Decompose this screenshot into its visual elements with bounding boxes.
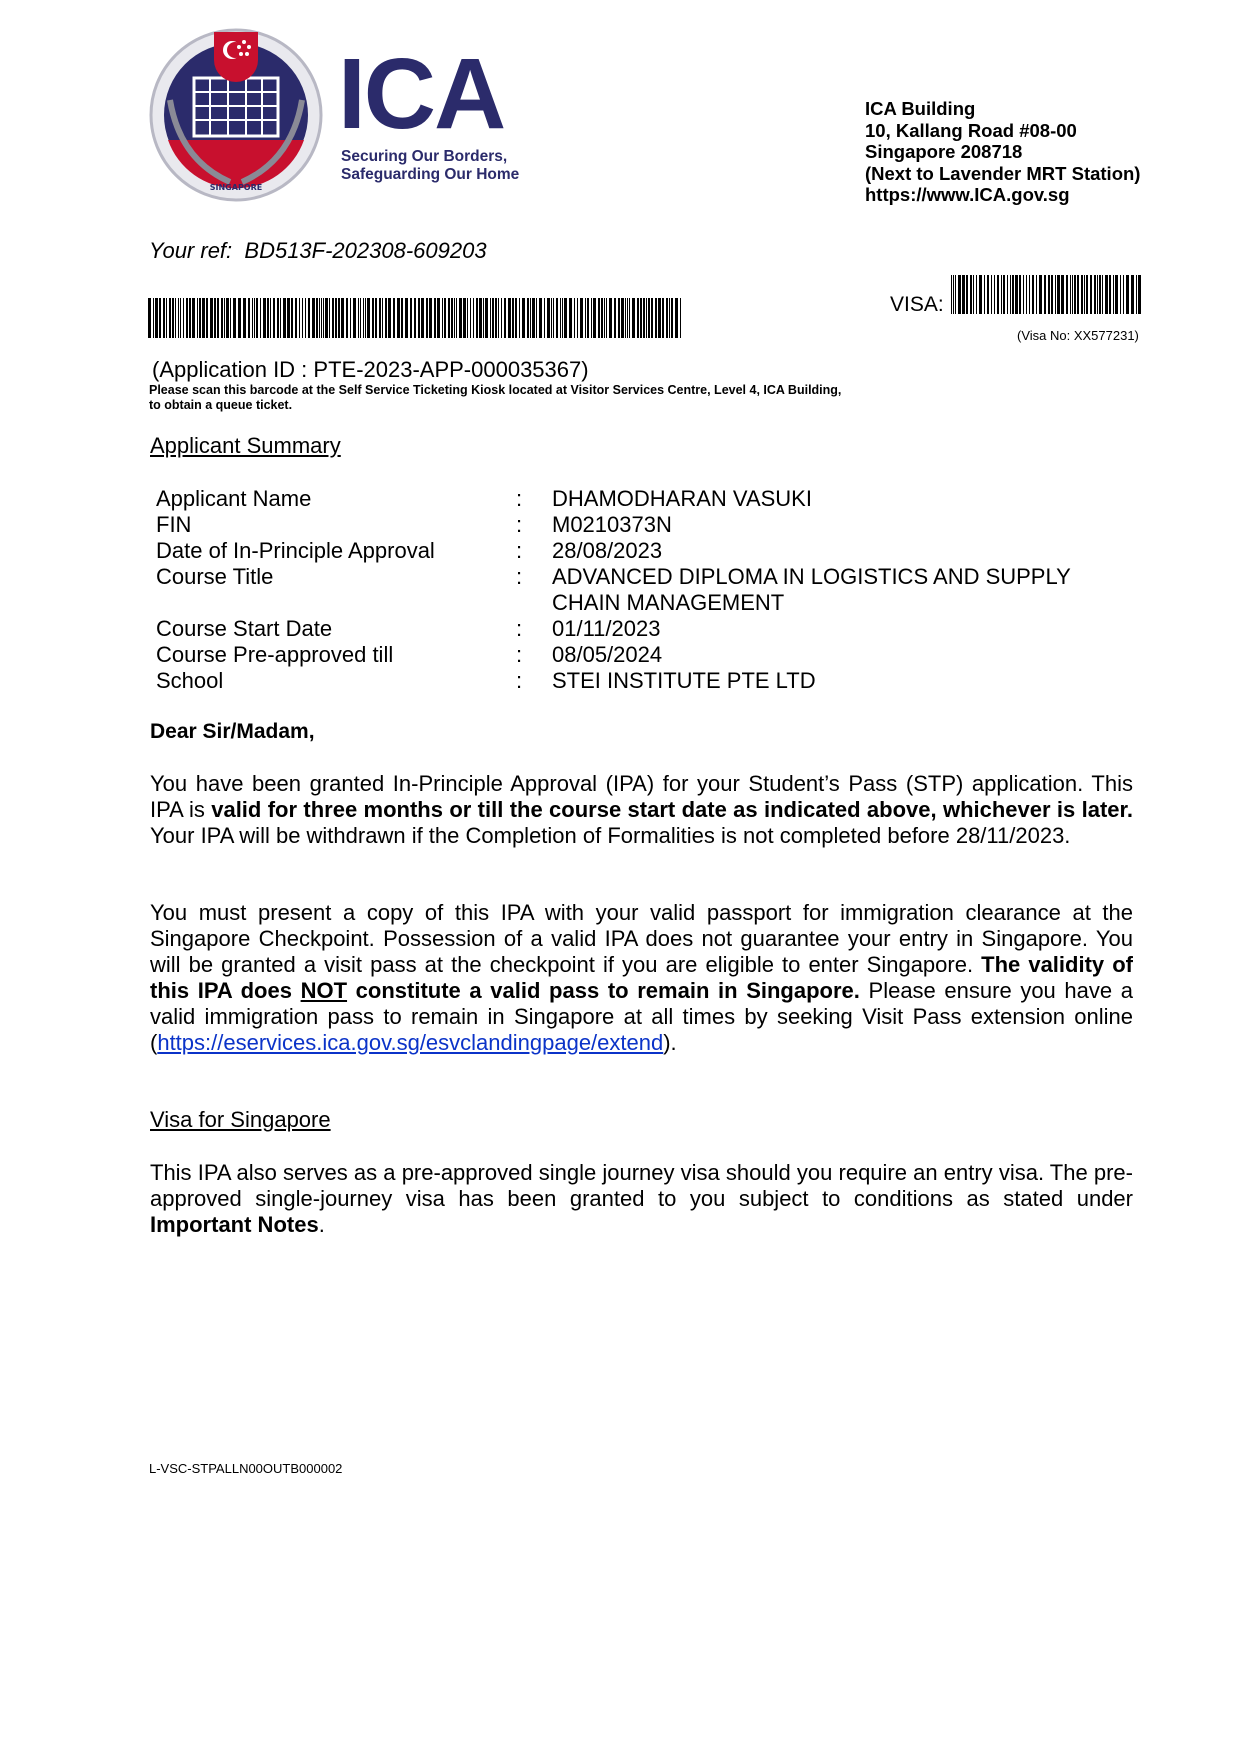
ica-emblem-logo — [148, 20, 324, 202]
p2-bold-part1: The validity of this IPA does — [150, 952, 1133, 1003]
visa-number: (Visa No: XX577231) — [1017, 328, 1139, 343]
tagline-line1: Securing Our Borders, — [341, 148, 508, 165]
summary-label: Course Pre-approved till — [156, 642, 394, 667]
application-barcode — [148, 298, 684, 338]
summary-row — [156, 564, 1112, 616]
summary-row — [156, 616, 1112, 642]
p2-text-mid: Please ensure you have a valid immigration pass to remain in Singapore at all times by seeking Visit Pass extension online ( — [150, 978, 1134, 1055]
address-line1: ICA Building — [865, 98, 976, 119]
tagline-line2: Safeguarding Our Home — [341, 166, 520, 183]
summary-label: Date of In-Principle Approval — [156, 538, 435, 563]
visa-barcode — [951, 275, 1143, 314]
summary-row — [156, 668, 1112, 694]
your-ref-label: Your ref: — [149, 238, 233, 263]
p1-text: You have been granted In-Principle Approval (IPA) for your Student’s Pass (STP) application. This IPA is — [150, 771, 1133, 822]
summary-colon: : — [516, 668, 523, 693]
scan-note-line1: Please scan this barcode at the Self Service Ticketing Kiosk located at Visitor Services Centre, Level 4, ICA Building, — [149, 383, 842, 397]
p2-bold-not: NOT — [300, 978, 348, 1003]
summary-colon: : — [516, 642, 523, 667]
visa-heading: Visa for Singapore — [150, 1107, 331, 1132]
p1-bold: valid for three months or till the course start date as indicated above, whichever is later. — [211, 797, 1133, 822]
ica-wordmark: ICA — [338, 38, 505, 150]
scan-note — [149, 383, 841, 413]
summary-row — [156, 486, 1112, 512]
p2-text: You must present a copy of this IPA with your valid passport for immigration clearance at the Singapore Checkpoint. Possession of a valid IPA does not guarantee your entry in Singapore. You will be granted a visit pass at the checkpoint if you are eligible to enter Singapore. — [150, 900, 1133, 977]
applicant-summary-table — [156, 486, 1112, 694]
summary-value: STEI INSTITUTE PTE LTD — [552, 668, 816, 693]
p3-bold: Important Notes — [150, 1212, 319, 1237]
address-line3: Singapore 208718 — [865, 141, 1023, 162]
summary-colon: : — [516, 512, 523, 537]
summary-label: Applicant Name — [156, 486, 312, 511]
summary-value: 28/08/2023 — [552, 538, 663, 563]
summary-value: DHAMODHARAN VASUKI — [552, 486, 812, 511]
address-line4: (Next to Lavender MRT Station) — [865, 162, 1141, 184]
p2-bold-part2: constitute a valid pass to remain in Singapore. — [347, 978, 860, 1003]
summary-value: 01/11/2023 — [552, 616, 661, 641]
p2-text-end: ). — [663, 1030, 677, 1055]
address-line2: 10, Kallang Road #08-00 — [865, 119, 1077, 141]
summary-label: School — [156, 668, 224, 693]
applicant-summary-heading: Applicant Summary — [150, 433, 341, 458]
office-address — [865, 98, 1140, 206]
summary-value: ADVANCED DIPLOMA IN LOGISTICS AND SUPPLY CHAIN MANAGEMENT — [552, 564, 1071, 615]
p3-text-end: . — [318, 1212, 325, 1237]
application-id: (Application ID : PTE-2023-APP-000035367) — [152, 357, 589, 382]
visit-pass-extension-link[interactable]: https://eservices.ica.gov.sg/esvclandingpage/extend — [157, 1030, 664, 1055]
address-website: https://www.ICA.gov.sg — [865, 184, 1070, 205]
scan-note-line2: to obtain a queue ticket. — [149, 398, 293, 412]
summary-value: M0210373N — [552, 512, 672, 537]
document-code: L-VSC-STPALLN00OUTB000002 — [149, 1461, 343, 1476]
immigration-paragraph — [150, 900, 1133, 1056]
svg-text:SINGAPORE: SINGAPORE — [209, 183, 263, 192]
tagline — [341, 148, 519, 184]
summary-row — [156, 538, 1112, 564]
summary-row — [156, 642, 1112, 668]
summary-colon: : — [516, 564, 523, 589]
your-ref — [149, 238, 487, 264]
summary-label: Course Start Date — [156, 616, 333, 641]
summary-colon: : — [516, 486, 523, 511]
summary-colon: : — [516, 538, 523, 563]
summary-value: 08/05/2024 — [552, 642, 663, 667]
summary-label: FIN — [156, 512, 192, 537]
summary-label: Course Title — [156, 564, 274, 589]
summary-colon: : — [516, 616, 523, 641]
salutation: Dear Sir/Madam, — [150, 720, 315, 743]
your-ref-value: BD513F-202308-609203 — [244, 238, 487, 263]
p1-text-end: Your IPA will be withdrawn if the Completion of Formalities is not completed before 28/11/2023. — [150, 823, 1071, 848]
summary-row — [156, 512, 1112, 538]
visa-paragraph — [150, 1160, 1133, 1238]
visa-label: VISA: — [890, 293, 944, 316]
p3-text: This IPA also serves as a pre-approved single journey visa should you require an entry visa. The pre-approved single-journey visa has been granted to you subject to conditions as stated under — [150, 1160, 1133, 1211]
approval-paragraph — [150, 771, 1133, 849]
